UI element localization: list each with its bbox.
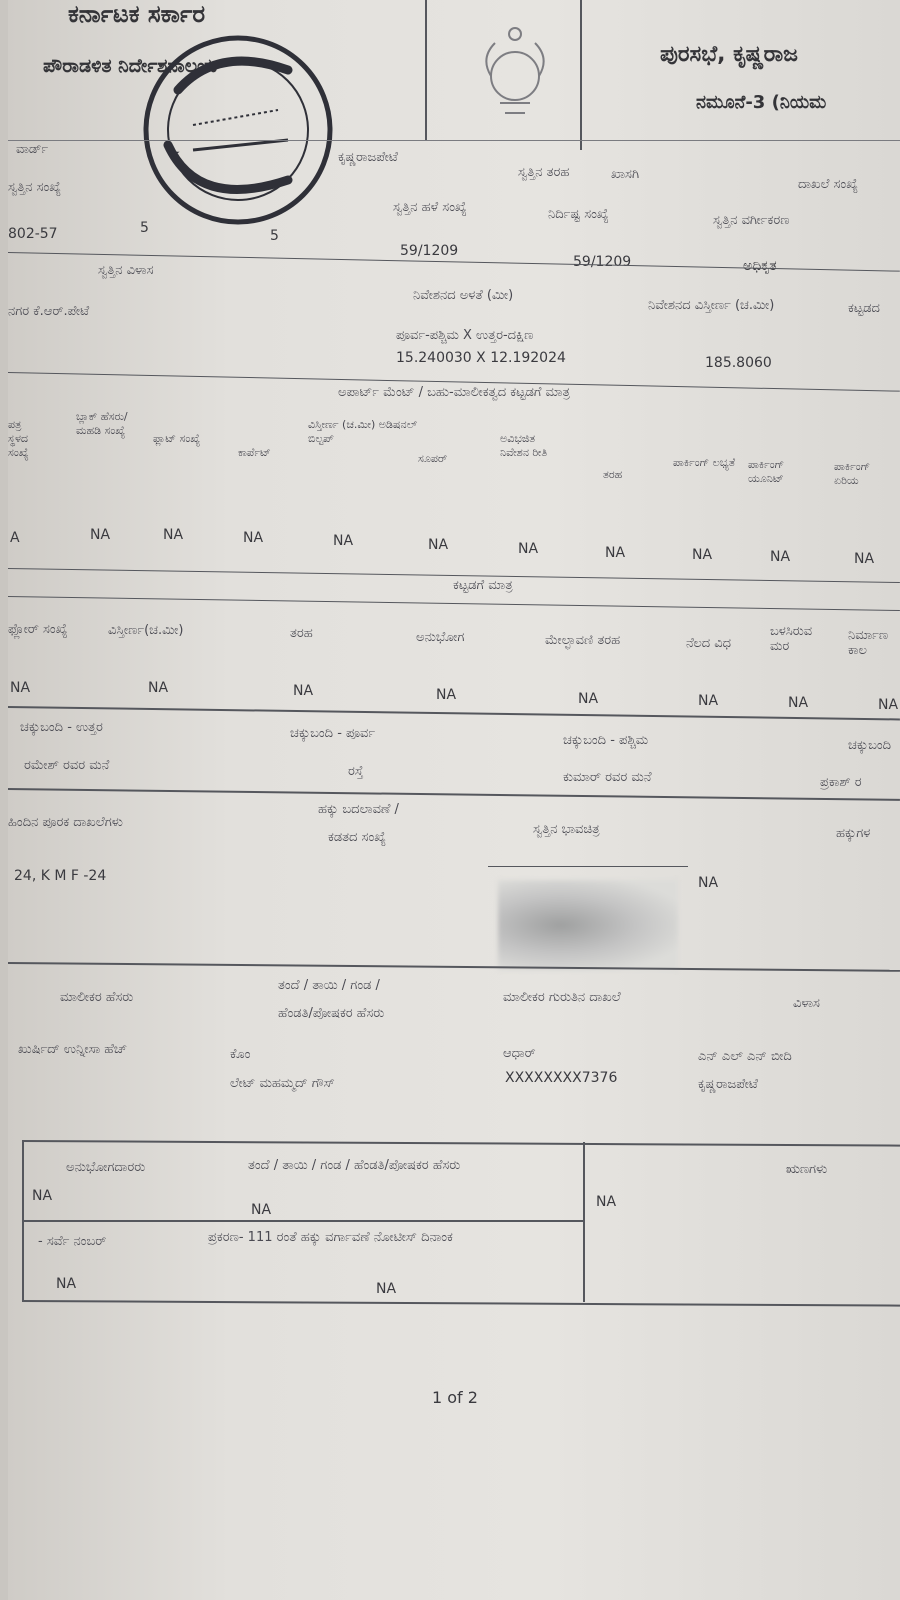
site-dim-label: ನಿವೇಶನದ ಅಳತೆ (ಮೀ) — [413, 288, 514, 303]
bld-col-4: ಮೇಲ್ಛಾವಣಿ ತರಹ — [545, 633, 621, 648]
address-value: ನಗರ ಕೆ.ಆರ್.ಪೇಟೆ — [8, 304, 90, 319]
south-value: ಪ್ರಕಾಶ್ ರ — [820, 775, 862, 790]
govt-title: ಕರ್ನಾಟಕ ಸರ್ಕಾರ — [68, 0, 206, 28]
owner-relation-2: ಲೇಟ್ ಮಹಮ್ಮದ್ ಗೌಸ್ — [230, 1076, 335, 1091]
apt-col-1: ಬ್ಲಾಕ್ ಹೆಸರು/ ಮಹಡಿ ಸಂಖ್ಯೆ — [76, 410, 128, 437]
photo-label: ಸ್ವತ್ತಿನ ಭಾವಚಿತ್ರ — [533, 822, 600, 837]
owner-relation-label-2: ಹೆಂಡತಿ/ಪೋಷಕರ ಹೆಸರು — [278, 1006, 385, 1021]
apt-col-3: ಕಾರ್ಪೆಟ್ — [238, 446, 271, 459]
apt-val-9: NA — [770, 549, 791, 565]
dimension-value: 15.240030 X 12.192024 — [396, 350, 566, 366]
property-type-value: ಖಾಸಗಿ — [611, 167, 640, 182]
apt-col-2: ಫ್ಲಾಟ್ ಸಂಖ್ಯೆ — [153, 432, 201, 445]
owner-address-2: ಕೃಷ್ಣರಾಜಪೇಟೆ — [698, 1077, 758, 1092]
bld-val-5: NA — [698, 693, 719, 709]
bld-val-7: NA — [878, 697, 899, 713]
east-value: ರಸ್ತೆ — [348, 764, 364, 779]
apt-col-6: ಅವಿಭಜಿತ ನಿವೇಶನ ರೀತಿ — [500, 432, 548, 459]
bld-col-2: ತರಹ — [290, 626, 313, 641]
property-no-label: ಸ್ವತ್ತಿನ ಸಂಖ್ಯೆ — [8, 180, 62, 195]
east-label: ಚಕ್ಕುಬಂದಿ - ಪೂರ್ವ — [290, 726, 376, 741]
apt-col-5: ಸೂಪರ್ — [418, 452, 448, 465]
town-label: ಕೃಷ್ಣರಾಜಪೇಟೆ — [338, 150, 398, 165]
mutation-label-1: ಹಕ್ಕು ಬದಲಾವಣೆ / — [318, 802, 399, 817]
bld-val-1: NA — [148, 680, 169, 696]
owner-id-no: XXXXXXXX7376 — [505, 1070, 618, 1086]
apt-val-2: NA — [163, 527, 184, 543]
bld-col-7: ನಿರ್ಮಾಣ ಕಾಲ — [848, 628, 889, 658]
bld-col-5: ನೆಲದ ವಿಧ — [686, 636, 732, 651]
liabilities-value: NA — [596, 1194, 617, 1210]
code-value: 802-57 — [8, 226, 58, 242]
north-label: ಚಕ್ಕುಬಂದಿ - ಉತ್ತರ — [20, 720, 103, 735]
apt-val-3: NA — [243, 530, 264, 546]
old-no-label: ಸ್ವತ್ತಿನ ಹಳೆ ಸಂಖ್ಯೆ — [393, 200, 467, 215]
bld-val-6: NA — [788, 695, 809, 711]
property-type-label: ಸ್ವತ್ತಿನ ತರಹ — [518, 165, 570, 180]
owner-id-label: ಮಾಲೀಕರ ಗುರುತಿನ ದಾಖಲೆ — [503, 990, 621, 1005]
document-page — [8, 0, 900, 1600]
ward-b-value: 5 — [270, 228, 279, 244]
bld-val-4: NA — [578, 691, 599, 707]
seal-stamp — [138, 30, 338, 230]
owner-address-label: ವಿಳಾಸ — [793, 996, 820, 1011]
class-label: ಸ್ವತ್ತಿನ ವರ್ಗೀಕರಣ — [713, 213, 790, 228]
bld-col-3: ಅನುಭೋಗ — [416, 630, 465, 645]
site-area-label: ನಿವೇಶನದ ವಿಸ್ತೀರ್ಣ (ಚ.ಮೀ) — [648, 298, 775, 313]
owner-address-1: ಎನ್ ಎಲ್ ಎನ್ ಬೀದಿ — [698, 1049, 792, 1064]
apt-val-8: NA — [692, 547, 713, 563]
mutation-label-2: ಕಡತದ ಸಂಖ್ಯೆ — [328, 830, 386, 845]
old-no-value: 59/1209 — [400, 243, 459, 259]
apt-val-7: NA — [605, 545, 626, 561]
bld-col-6: ಬಳಸಿರುವ ಮರ — [770, 624, 813, 654]
form-title: ನಮೂನೆ-3 (ನಿಯಮ — [696, 92, 827, 113]
direction-label: ಪೂರ್ವ-ಪಶ್ಚಿಮ X ಉತ್ತರ-ದಕ್ಷಿಣ — [396, 328, 534, 343]
reg-no-label: ನಿರ್ದಿಷ್ಟ ಸಂಖ್ಯೆ — [548, 207, 609, 222]
owner-name: ಖುರ್ಷಿದ್ ಉನ್ನೀಸಾ ಹೆಚ್ — [18, 1042, 127, 1057]
bld-col-0: ಫ್ಲೋರ್ ಸಂಖ್ಯೆ — [8, 622, 68, 637]
survey-value: NA — [56, 1276, 77, 1292]
owner-name-label: ಮಾಲೀಕರ ಹೆಸರು — [60, 990, 134, 1005]
west-label: ಚಕ್ಕುಬಂದಿ - ಪಶ್ಚಿಮ — [563, 733, 649, 748]
municipality-title: ಪುರಸಭೆ, ಕೃಷ್ಣರಾಜ — [660, 42, 798, 67]
reg-no-value: 59/1209 — [573, 254, 632, 270]
area-value: 185.8060 — [705, 355, 772, 371]
occupant-relation-value: NA — [251, 1202, 272, 1218]
dept-title: ಪೌರಾಡಳಿತ ನಿರ್ದೇಶನಾಲಯ — [43, 55, 218, 77]
notice-label: ಪ್ರಕರಣ- 111 ರಂತೆ ಹಕ್ಕು ವರ್ಗಾವಣೆ ನೋಟೀಸ್ ದಿನಾಂಕ — [208, 1230, 453, 1245]
apt-col-4: ವಿಸ್ತೀರ್ಣ (ಚ.ಮೀ) ಅಡಿಷನಲ್ ಬಿಲ್ಟಪ್ — [308, 418, 418, 445]
ward-a-value: 5 — [140, 220, 149, 236]
owner-id-type: ಆಧಾರ್ — [503, 1046, 536, 1061]
west-value: ಕುಮಾರ್ ರವರ ಮನೆ — [563, 770, 652, 785]
bld-val-2: NA — [293, 683, 314, 699]
apt-col-0: ಪತ್ರ ಸ್ಥಳದ ಸಂಖ್ಯೆ — [8, 418, 29, 459]
occupant-label: ಅನುಭೋಗದಾರರು — [66, 1160, 146, 1175]
building-title: ಕಟ್ಟಡಗೆ ಮಾತ್ರ — [453, 578, 513, 593]
building-label: ಕಟ್ಟಡದ — [848, 301, 880, 316]
photo-value: NA — [698, 875, 719, 891]
apt-col-8: ಪಾರ್ಕಿಂಗ್ ಲಭ್ಯತೆ — [673, 456, 736, 469]
supporting-docs-label: ಹಿಂದಿನ ಪೂರಕ ದಾಖಲೆಗಳು — [8, 815, 123, 830]
class-value: ಅಧಿಕೃತ — [743, 258, 777, 274]
apt-col-7: ತರಹ — [603, 468, 623, 481]
address-label: ಸ್ವತ್ತಿನ ವಿಳಾಸ — [98, 263, 154, 278]
bld-val-3: NA — [436, 687, 457, 703]
owner-relation-label-1: ತಂದೆ / ತಾಯಿ / ಗಂಡ / — [278, 978, 380, 993]
bld-col-1: ವಿಸ್ತೀರ್ಣ(ಚ.ಮೀ) — [108, 623, 184, 638]
occupant-value: NA — [32, 1188, 53, 1204]
property-photo — [498, 880, 678, 970]
apt-val-5: NA — [428, 537, 449, 553]
svg-text:★: ★ — [168, 146, 181, 162]
supporting-docs-value: 24, K M F -24 — [14, 868, 107, 884]
liabilities-label: ಋಣಗಳು — [786, 1162, 828, 1177]
survey-label: - ಸರ್ವೆ ನಂಬರ್ — [38, 1234, 107, 1249]
occupant-relation-label: ತಂದೆ / ತಾಯಿ / ಗಂಡ / ಹೆಂಡತಿ/ಪೋಷಕರ ಹೆಸರು — [248, 1158, 461, 1173]
apt-val-6: NA — [518, 541, 539, 557]
apt-col-10: ಪಾರ್ಕಿಂಗ್ ಏರಿಯ — [834, 460, 871, 487]
owner-relation-1: ಕೊಂ — [230, 1047, 251, 1062]
apartment-title: ಅಪಾರ್ಟ್ ಮೆಂಟ್ / ಬಹು-ಮಾಲೀಕತ್ವದ ಕಟ್ಟಡಗೆ ಮಾತ್ರ — [338, 385, 570, 400]
south-label: ಚಕ್ಕುಬಂದಿ — [848, 738, 892, 753]
emblem-icon — [460, 18, 570, 128]
rights-label: ಹಕ್ಕುಗಳ — [836, 826, 871, 841]
apt-val-1: NA — [90, 527, 111, 543]
apt-val-4: NA — [333, 533, 354, 549]
apt-val-10: NA — [854, 551, 875, 567]
page-number: 1 of 2 — [432, 1388, 478, 1407]
apt-col-9: ಪಾರ್ಕಿಂಗ್ ಯೂನಿಟ್ — [748, 458, 785, 485]
notice-value: NA — [376, 1281, 397, 1297]
bld-val-0: NA — [10, 680, 31, 696]
north-value: ರಮೇಶ್ ರವರ ಮನೆ — [24, 758, 110, 773]
record-no-label: ದಾಖಲೆ ಸಂಖ್ಯೆ — [798, 177, 858, 192]
apt-val-0: A — [10, 530, 20, 546]
ward-label: ವಾರ್ಡ್ — [16, 142, 49, 157]
